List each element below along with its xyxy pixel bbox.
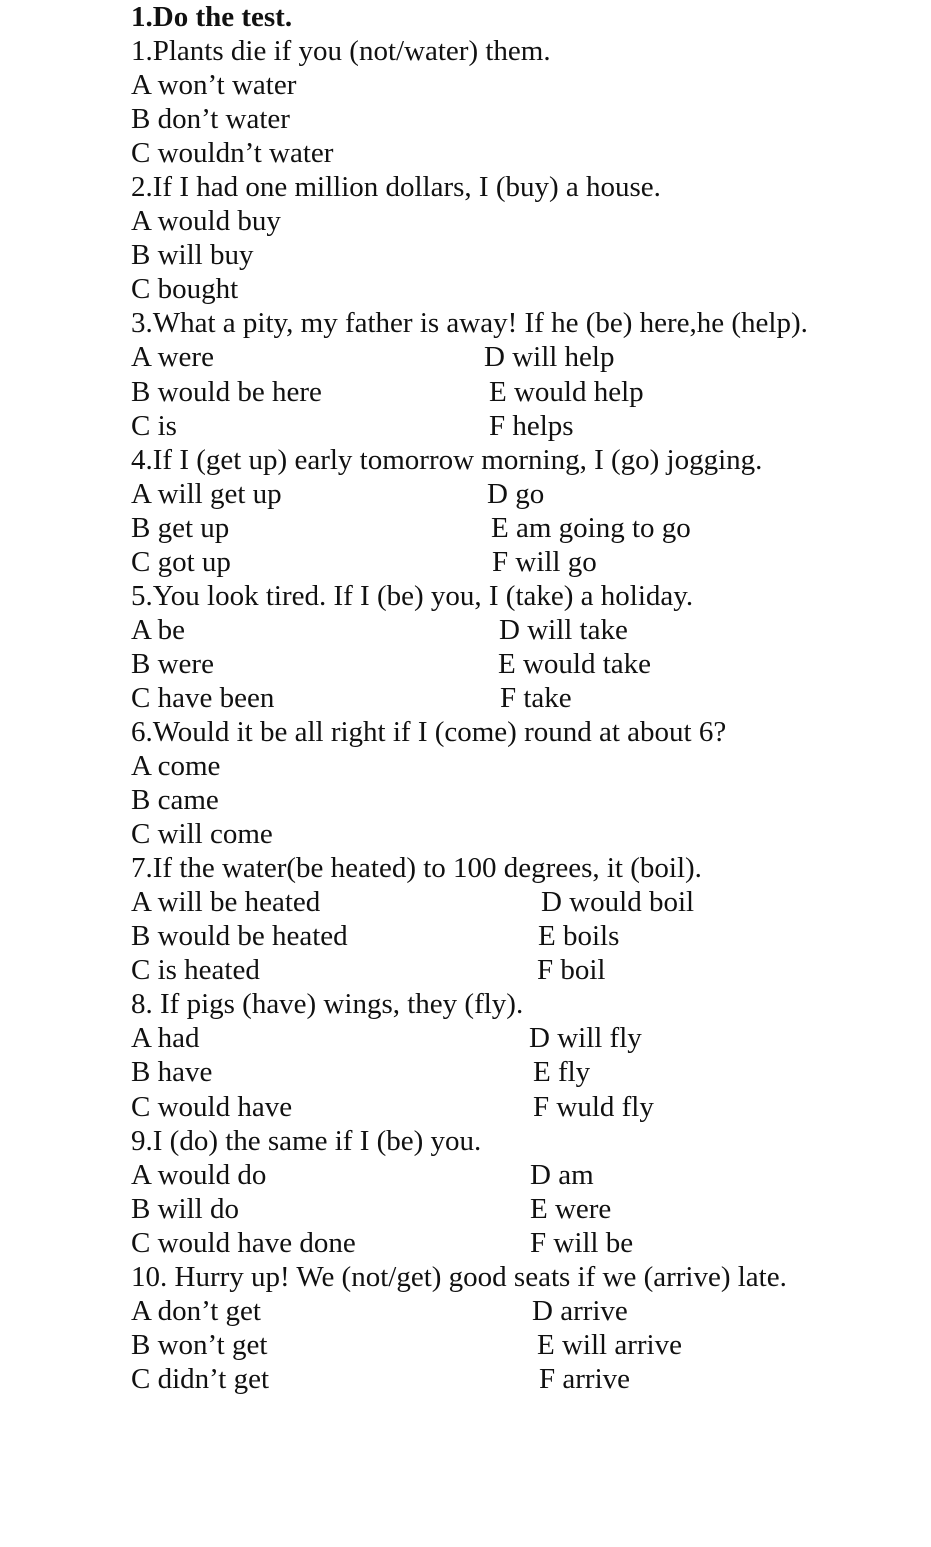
option-2b: B will buy bbox=[131, 239, 254, 272]
option-3c: C is bbox=[131, 409, 177, 442]
option-7b: B would be heated bbox=[131, 920, 348, 953]
option-row bbox=[131, 545, 921, 579]
question-8: 8. If pigs (have) wings, they (fly). bbox=[131, 988, 524, 1021]
option-8b: B have bbox=[131, 1056, 213, 1089]
option-3a: A were bbox=[131, 341, 214, 374]
option-8a: A had bbox=[131, 1022, 200, 1055]
option-row bbox=[131, 1090, 921, 1124]
question-5: 5.You look tired. If I (be) you, I (take) a holiday. bbox=[131, 579, 694, 612]
option-5b: B were bbox=[131, 647, 214, 680]
option-row bbox=[131, 1021, 921, 1055]
question-9: 9.I (do) the same if I (be) you. bbox=[131, 1124, 482, 1157]
option-5c: C have been bbox=[131, 681, 275, 714]
option-4c: C got up bbox=[131, 545, 231, 578]
option-1c: C wouldn’t water bbox=[131, 137, 334, 170]
option-row bbox=[131, 647, 921, 681]
option-7a: A will be heated bbox=[131, 886, 321, 919]
option-5d: D will take bbox=[499, 613, 628, 646]
option-8c: C would have bbox=[131, 1090, 293, 1123]
option-2a: A would buy bbox=[131, 205, 281, 238]
worksheet bbox=[131, 0, 921, 1396]
option-7f: F boil bbox=[537, 954, 606, 987]
option-row bbox=[131, 477, 921, 511]
option-3b: B would be here bbox=[131, 375, 322, 408]
option-3e: E would help bbox=[489, 375, 644, 408]
option-9c: C would have done bbox=[131, 1226, 356, 1259]
option-8e: E fly bbox=[533, 1056, 591, 1089]
option-9d: D am bbox=[530, 1158, 594, 1191]
option-row bbox=[131, 1055, 921, 1089]
option-3f: F helps bbox=[489, 409, 574, 442]
option-4f: F will go bbox=[492, 545, 597, 578]
option-10e: E will arrive bbox=[537, 1328, 682, 1361]
option-row bbox=[131, 885, 921, 919]
option-9a: A would do bbox=[131, 1158, 267, 1191]
option-row bbox=[131, 953, 921, 987]
option-5a: A be bbox=[131, 613, 185, 646]
question-4: 4.If I (get up) early tomorrow morning, I (go) jogging. bbox=[131, 443, 763, 476]
option-row bbox=[131, 1294, 921, 1328]
option-row bbox=[131, 919, 921, 953]
page-title: 1.Do the test. bbox=[131, 1, 293, 33]
option-4d: D go bbox=[487, 477, 545, 510]
option-4a: A will get up bbox=[131, 477, 282, 510]
option-9f: F will be bbox=[530, 1226, 634, 1259]
option-row bbox=[131, 613, 921, 647]
question-10: 10. Hurry up! We (not/get) good seats if we (arrive) late. bbox=[131, 1260, 787, 1293]
option-10a: A don’t get bbox=[131, 1294, 261, 1327]
question-1: 1.Plants die if you (not/water) them. bbox=[131, 35, 551, 68]
option-1b: B don’t water bbox=[131, 103, 290, 136]
option-9e: E were bbox=[530, 1192, 612, 1225]
option-row bbox=[131, 409, 921, 443]
option-10c: C didn’t get bbox=[131, 1362, 270, 1395]
option-row bbox=[131, 1328, 921, 1362]
question-6: 6.Would it be all right if I (come) round at about 6? bbox=[131, 715, 727, 748]
option-2c: C bought bbox=[131, 273, 239, 306]
option-9b: B will do bbox=[131, 1192, 239, 1225]
option-row bbox=[131, 1226, 921, 1260]
option-7d: D would boil bbox=[541, 886, 695, 919]
option-4b: B get up bbox=[131, 511, 230, 544]
option-8d: D will fly bbox=[529, 1022, 642, 1055]
option-row bbox=[131, 1192, 921, 1226]
option-row bbox=[131, 375, 921, 409]
question-7: 7.If the water(be heated) to 100 degrees, it (boil). bbox=[131, 852, 702, 885]
option-10b: B won’t get bbox=[131, 1328, 268, 1361]
option-row bbox=[131, 511, 921, 545]
option-3d: D will help bbox=[484, 341, 615, 374]
option-5e: E would take bbox=[498, 647, 652, 680]
option-1a: A won’t water bbox=[131, 69, 297, 102]
question-3: 3.What a pity, my father is away! If he (be) here,he (help). bbox=[131, 307, 808, 340]
question-2: 2.If I had one million dollars, I (buy) a house. bbox=[131, 171, 661, 204]
option-10f: F arrive bbox=[539, 1362, 630, 1395]
option-8f: F wuld fly bbox=[533, 1090, 654, 1123]
option-7e: E boils bbox=[538, 920, 620, 953]
option-10d: D arrive bbox=[532, 1294, 628, 1327]
option-6c: C will come bbox=[131, 818, 273, 851]
option-row bbox=[131, 1158, 921, 1192]
option-6b: B came bbox=[131, 784, 219, 817]
option-row bbox=[131, 340, 921, 374]
option-6a: A come bbox=[131, 750, 221, 783]
option-5f: F take bbox=[500, 681, 572, 714]
option-row bbox=[131, 1362, 921, 1396]
option-7c: C is heated bbox=[131, 954, 260, 987]
option-row bbox=[131, 681, 921, 715]
option-4e: E am going to go bbox=[491, 511, 691, 544]
